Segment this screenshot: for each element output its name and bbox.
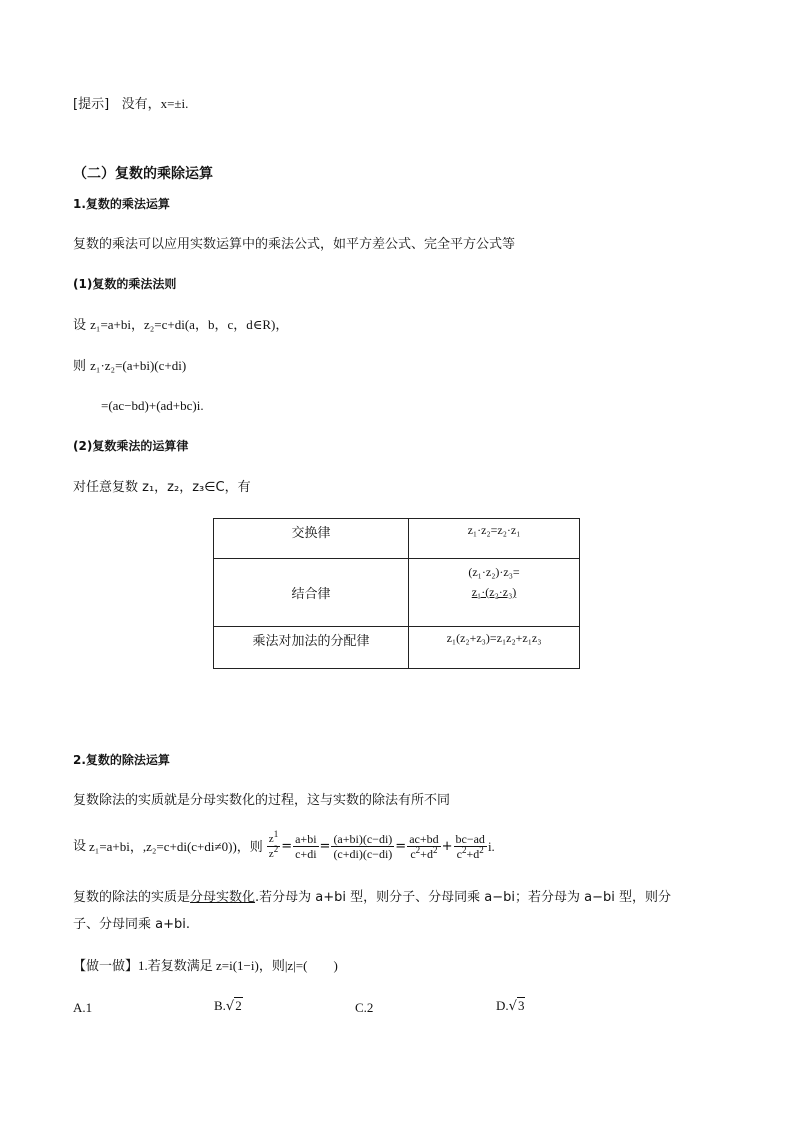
mult-rule-title: (1)复数的乘法法则 bbox=[73, 277, 177, 291]
div-let-formula: z₁=a+bi，,z₂=c+di(c+di≠0))，则 bbox=[89, 839, 263, 854]
option-b[interactable]: B.√2 bbox=[214, 998, 242, 1014]
div-let-prefix: 设 bbox=[73, 839, 87, 854]
fraction-real-part: $\frac{ac+bd}{c^2+d^2}$ bbox=[409, 832, 439, 861]
mult-title: 1.复数的乘法运算 bbox=[73, 197, 170, 211]
exercise-question bbox=[73, 957, 338, 975]
div-essence-line-1: 复数的除法的实质是分母实数化.若分母为 a+bi 型，则分子、分母同乘 a−bi；若分母为 a−bi 型，则分 bbox=[73, 890, 671, 905]
div-intro: 复数除法的实质就是分母实数化的过程，这与实数的除法有所不同 bbox=[73, 793, 451, 808]
section-title: （二）复数的乘除运算 bbox=[73, 166, 213, 182]
mult-law-title: (2)复数乘法的运算律 bbox=[73, 439, 189, 453]
exercise-text: 1.若复数满足 z=i(1−i)，则|z|=( ) bbox=[138, 958, 338, 973]
option-c[interactable]: C.2 bbox=[355, 1000, 374, 1015]
table-row bbox=[214, 519, 580, 559]
fraction-conjugate-multiplied: $\frac{(a+bi)(c-di)}{(c+di)(c-di)}$ bbox=[333, 832, 393, 861]
underlined-answer: 分母实数化 bbox=[190, 890, 256, 905]
laws-table bbox=[213, 518, 580, 669]
option-a[interactable]: A.1 bbox=[73, 1000, 93, 1015]
mult-let-prefix: 设 bbox=[73, 318, 87, 333]
law-formula: z₁·z₂=z₂·z₁ bbox=[409, 519, 580, 559]
mult-then-formula: z₁·z₂=(a+bi)(c+di) bbox=[90, 358, 187, 373]
div-formula-line: 设 z₁=a+bi，,z₂=c+di(c+di≠0))，则 $\frac{z^1}{z^2}$ = $\frac{a+bi}{c+di}$ = $\frac{(a+bi)(c-di)}{(c+di)(c-di)}$ = $\frac{ac+bd}{c^2+d^2}$ + $\frac{bc-ad}{c^2+d^2}$ i. bbox=[73, 829, 495, 861]
table-row bbox=[214, 627, 580, 669]
law-name: 乘法对加法的分配律 bbox=[214, 627, 409, 669]
law-formula: z₁(z₂+z₃)=z₁z₂+z₁z₃ bbox=[409, 627, 580, 669]
mult-let-line bbox=[73, 316, 288, 334]
fraction-imag-part: $\frac{bc-ad}{c^2+d^2}$ bbox=[455, 832, 485, 861]
mult-let-formula: z₁=a+bi，z₂=c+di(a，b，c，d∈R)， bbox=[90, 317, 289, 332]
law-name: 交换律 bbox=[214, 519, 409, 559]
law-formula: (z₁·z₂)·z₃= z₁·(z₂·z₃) bbox=[409, 559, 580, 627]
hint-line bbox=[73, 95, 188, 113]
exercise-tag: 【做一做】 bbox=[73, 959, 139, 974]
sqrt-icon: √ bbox=[225, 999, 235, 1014]
mult-intro: 复数的乘法可以应用实数运算中的乘法公式，如平方差公式、完全平方公式等 bbox=[73, 237, 516, 252]
hint-equation: x=±i. bbox=[160, 96, 189, 111]
mult-then-prefix: 则 bbox=[73, 359, 87, 374]
div-title: 2.复数的除法运算 bbox=[73, 753, 170, 767]
fraction-z1-over-z2: $\frac{z^1}{z^2}$ bbox=[268, 829, 279, 860]
div-essence-line-2: 子、分母同乘 a+bi. bbox=[73, 917, 190, 932]
mult-result-formula: =(ac−bd)+(ad+bc)i. bbox=[101, 398, 204, 413]
fraction-ab-over-cd: $\frac{a+bi}{c+di}$ bbox=[295, 832, 317, 861]
sqrt-icon: √ bbox=[508, 999, 517, 1014]
hint-text: 没有， bbox=[121, 97, 161, 112]
table-row bbox=[214, 559, 580, 627]
law-name: 结合律 bbox=[214, 559, 409, 627]
mult-any-text: 对任意复数 z₁，z₂，z₃∈C，有 bbox=[73, 480, 251, 495]
mult-then-line bbox=[73, 357, 186, 375]
option-d[interactable]: D.√3 bbox=[496, 998, 525, 1014]
hint-tag: [提示] bbox=[73, 97, 110, 112]
